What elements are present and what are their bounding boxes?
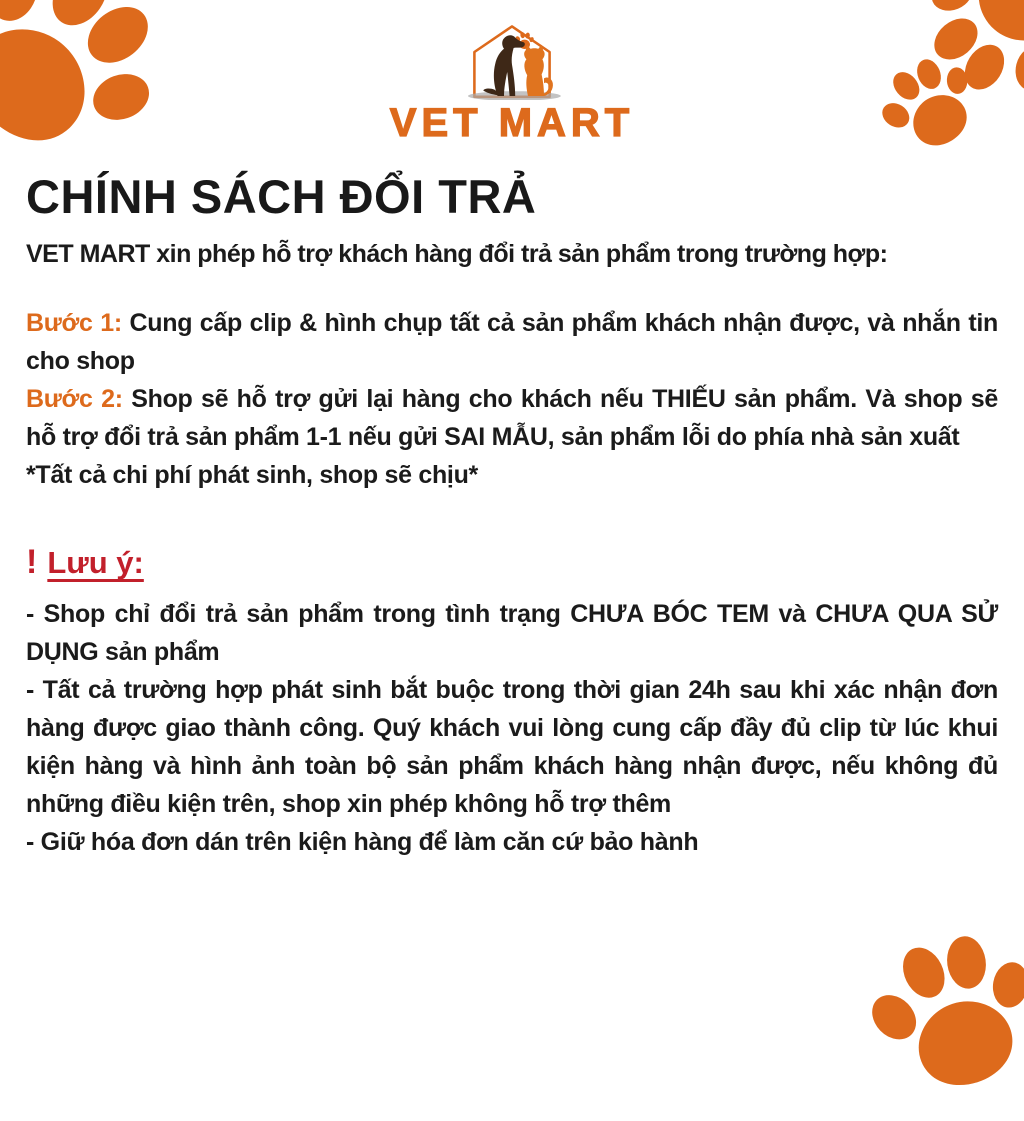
cost-note: *Tất cả chi phí phát sinh, shop sẽ chịu*	[26, 461, 478, 489]
step-1	[26, 304, 998, 380]
dog-icon	[494, 35, 525, 96]
exclamation-icon: !	[26, 543, 38, 581]
steps-section	[26, 304, 998, 494]
brand-wordmark: VET MART	[389, 101, 635, 145]
intro-text: VET MART xin phép hỗ trợ khách hàng đổi trả sản phẩm trong trường hợp:	[26, 240, 888, 268]
step-2	[26, 380, 998, 456]
note-item-2: - Tất cả trường hợp phát sinh bắt buộc trong thời gian 24h sau khi xác nhận đơn hàng được giao thành công. Quý khách vui lòng cung cấp đầy đủ clip từ lúc khui kiện hàng và hình ảnh toàn bộ sản phẩm khách hàng nhận được, nếu không đủ những điều kiện trên, shop xin phép không hỗ trợ thêm	[26, 676, 998, 818]
step-1-text: Cung cấp clip & hình chụp tất cả sản phẩm khách nhận được, và nhắn tin cho shop	[26, 309, 998, 375]
notes-section	[26, 595, 998, 861]
paw-icon-bottom-right	[844, 900, 1024, 1121]
warning-heading	[26, 542, 998, 583]
page-title: CHÍNH SÁCH ĐỔI TRẢ	[26, 170, 537, 223]
step-1-label: Bước 1:	[26, 309, 122, 337]
policy-content	[26, 170, 998, 861]
warning-label: Lưu ý:	[47, 545, 144, 580]
step-2-label: Bước 2:	[26, 385, 123, 413]
cat-icon	[524, 45, 544, 96]
note-item-1: - Shop chỉ đổi trả sản phẩm trong tình trạng CHƯA BÓC TEM và CHƯA QUA SỬ DỤNG sản phẩm	[26, 600, 998, 666]
brand-logo-art	[397, 20, 627, 100]
note-item-3: - Giữ hóa đơn dán trên kiện hàng để làm căn cứ bảo hành	[26, 828, 699, 856]
step-2-text: Shop sẽ hỗ trợ gửi lại hàng cho khách nếu THIẾU sản phẩm. Và shop sẽ hỗ trợ đổi trả sản phẩm 1-1 nếu gửi SAI MẪU, sản phẩm lỗi do phía nhà sản xuất	[26, 385, 998, 451]
